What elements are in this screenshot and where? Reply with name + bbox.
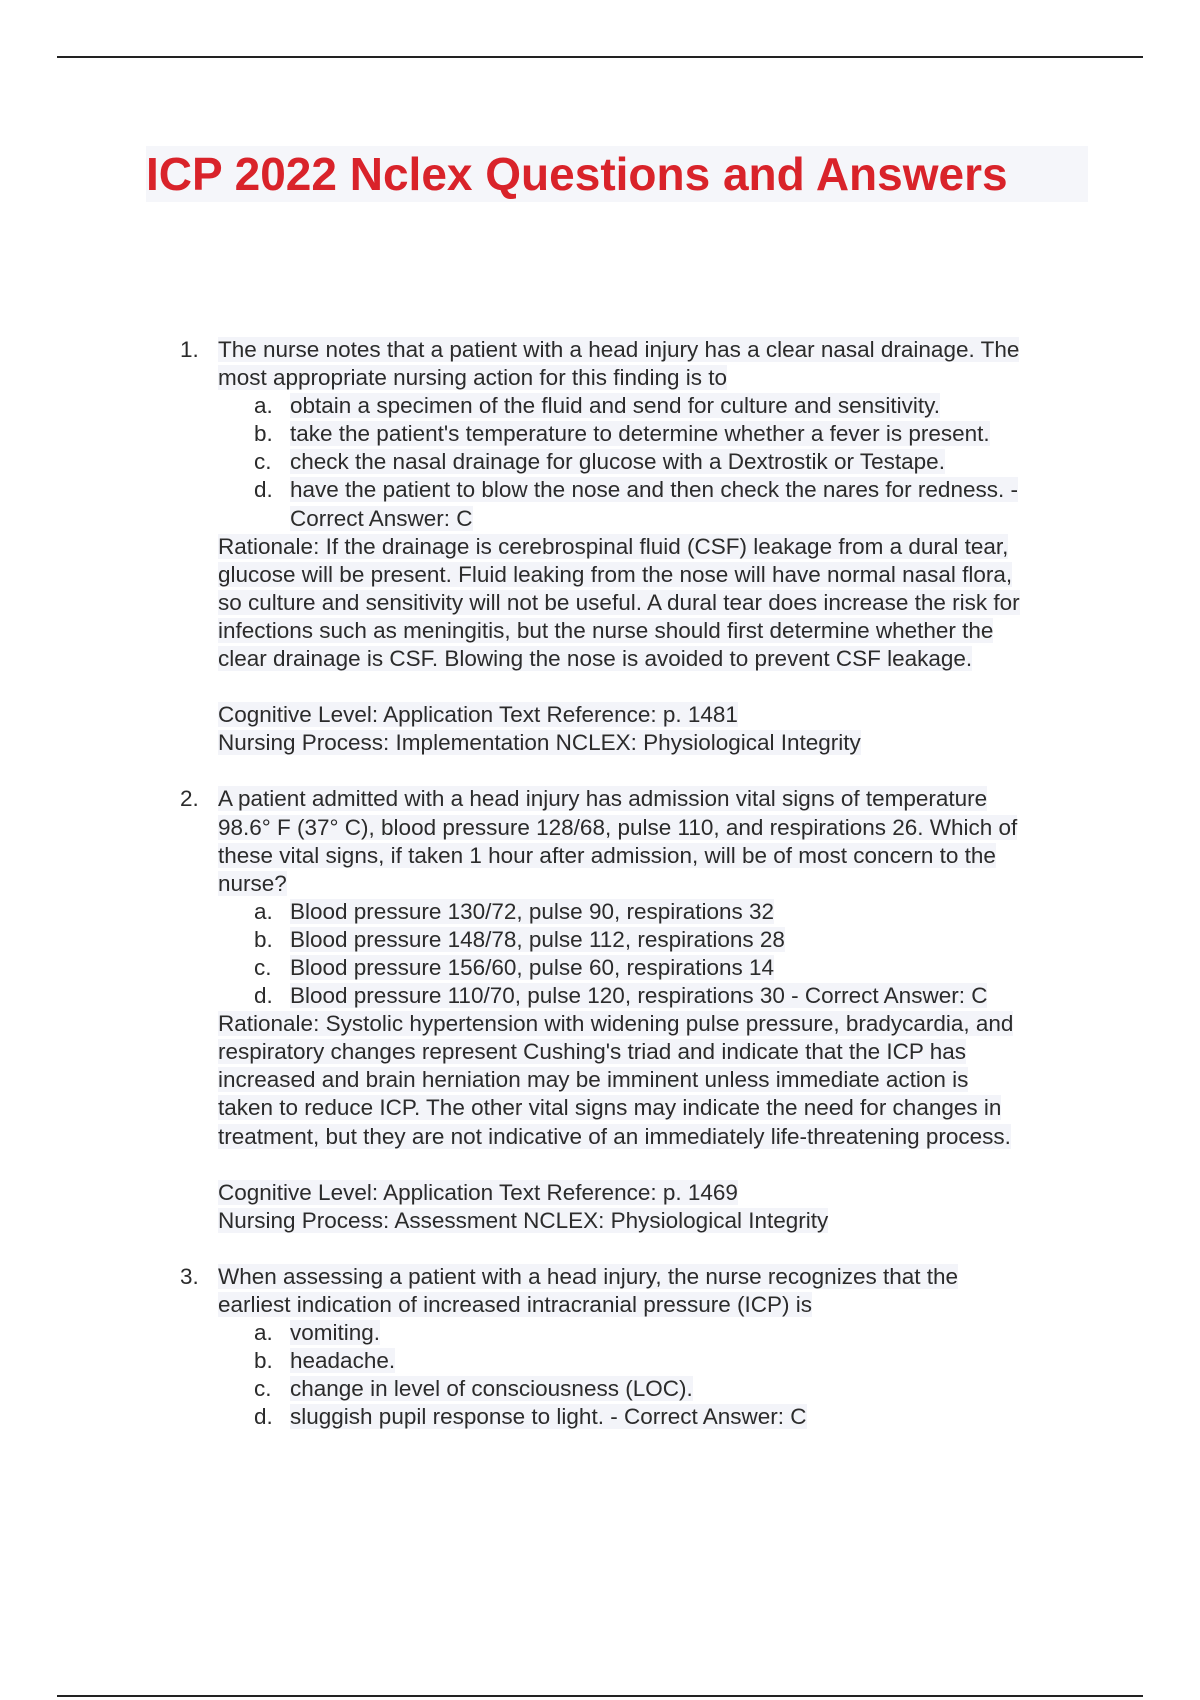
- question-metadata: [218, 701, 1200, 757]
- option-text: Blood pressure 148/78, pulse 112, respirations 28: [290, 926, 785, 952]
- rationale: [218, 1010, 1200, 1150]
- stem-line: most appropriate nursing action for this finding is to: [218, 365, 728, 391]
- option-letter: b.: [254, 1348, 273, 1374]
- question-list: [0, 336, 1200, 1459]
- option-text: check the nasal drainage for glucose with a Dextrostik or Testape.: [290, 449, 945, 475]
- rationale-line: so culture and sensitivity will not be useful. A dural tear does increase the risk for: [218, 589, 1020, 615]
- metadata-line: Cognitive Level: Application Text Reference: p. 1481: [218, 702, 738, 728]
- option-text: Correct Answer: C: [290, 505, 473, 531]
- rationale-line: treatment, but they are not indicative of an immediately life-threatening process.: [218, 1123, 1011, 1149]
- option-text: sluggish pupil response to light. - Correct Answer: C: [290, 1404, 807, 1430]
- rationale-line: taken to reduce ICP. The other vital signs may indicate the need for changes in: [218, 1095, 1002, 1121]
- answer-option: [254, 1319, 1200, 1347]
- rationale-line: Rationale: Systolic hypertension with widening pulse pressure, bradycardia, and: [218, 1011, 1014, 1037]
- stem-line: earliest indication of increased intracranial pressure (ICP) is: [218, 1292, 813, 1317]
- rationale-line: Rationale: If the drainage is cerebrospinal fluid (CSF) leakage from a dural tear,: [218, 533, 1009, 559]
- question-1: [0, 336, 1200, 757]
- option-letter: a.: [254, 393, 273, 419]
- answer-option: [254, 476, 1200, 532]
- stem-line: 98.6° F (37° C), blood pressure 128/68, pulse 110, and respirations 26. Which of: [218, 814, 1018, 840]
- option-letter: a.: [254, 1320, 273, 1346]
- question-metadata: [218, 1179, 1200, 1235]
- option-text: headache.: [290, 1348, 396, 1374]
- answer-option: [254, 982, 1200, 1010]
- rationale: [218, 533, 1200, 673]
- question-number: 3.: [180, 1263, 199, 1289]
- answer-options: [0, 1319, 1200, 1431]
- option-text: take the patient's temperature to determine whether a fever is present.: [290, 421, 990, 447]
- question-number: 1.: [180, 337, 199, 362]
- question-stem: [218, 785, 1200, 897]
- option-letter: b.: [254, 421, 273, 447]
- question-stem: [218, 1263, 1200, 1319]
- answer-option: [254, 448, 1200, 476]
- question-stem: [218, 336, 1200, 392]
- stem-line: A patient admitted with a head injury has admission vital signs of temperature: [218, 786, 988, 812]
- option-letter: c.: [254, 954, 272, 980]
- document-title: ICP 2022 Nclex Questions and Answers: [146, 148, 1008, 200]
- question-number: 2.: [180, 786, 199, 812]
- stem-line: these vital signs, if taken 1 hour after admission, will be of most concern to the: [218, 842, 996, 868]
- rationale-line: increased and brain herniation may be imminent unless immediate action is: [218, 1067, 969, 1093]
- option-text: Blood pressure 130/72, pulse 90, respirations 32: [290, 898, 775, 924]
- answer-option: [254, 898, 1200, 926]
- option-letter: a.: [254, 898, 273, 924]
- answer-option: [254, 1347, 1200, 1375]
- bottom-rule: [57, 1695, 1143, 1697]
- question-3: [0, 1263, 1200, 1432]
- answer-option: [254, 420, 1200, 448]
- option-text: obtain a specimen of the fluid and send for culture and sensitivity.: [290, 393, 940, 419]
- rationale-line: infections such as meningitis, but the nurse should first determine whether the: [218, 617, 994, 643]
- answer-option: [254, 954, 1200, 982]
- top-rule: [57, 56, 1143, 58]
- question-2: [0, 785, 1200, 1235]
- answer-option: [254, 926, 1200, 954]
- answer-options: [0, 392, 1200, 532]
- option-letter: c.: [254, 1376, 272, 1402]
- stem-line: nurse?: [218, 870, 287, 896]
- option-text: Blood pressure 110/70, pulse 120, respirations 30 - Correct Answer: C: [290, 983, 988, 1009]
- rationale-line: glucose will be present. Fluid leaking from the nose will have normal nasal flora,: [218, 561, 1013, 587]
- option-text: Blood pressure 156/60, pulse 60, respirations 14: [290, 954, 775, 980]
- spacer: [0, 673, 1200, 701]
- metadata-line: Nursing Process: Implementation NCLEX: Physiological Integrity: [218, 730, 861, 756]
- answer-option: [254, 1403, 1200, 1431]
- metadata-line: Nursing Process: Assessment NCLEX: Physiological Integrity: [218, 1207, 829, 1233]
- rationale-line: respiratory changes represent Cushing's triad and indicate that the ICP has: [218, 1039, 967, 1065]
- stem-line: When assessing a patient with a head injury, the nurse recognizes that the: [218, 1263, 959, 1289]
- option-text: vomiting.: [290, 1320, 381, 1346]
- rationale-line: clear drainage is CSF. Blowing the nose is avoided to prevent CSF leakage.: [218, 646, 973, 672]
- option-letter: b.: [254, 926, 273, 952]
- option-letter: d.: [254, 1404, 273, 1430]
- option-letter: c.: [254, 449, 272, 475]
- option-letter: d.: [254, 983, 273, 1009]
- option-text: have the patient to blow the nose and then check the nares for redness. -: [290, 477, 1018, 503]
- option-text: change in level of consciousness (LOC).: [290, 1376, 693, 1402]
- stem-line: The nurse notes that a patient with a head injury has a clear nasal drainage. The: [218, 337, 1020, 362]
- answer-options: [0, 898, 1200, 1010]
- answer-option: [254, 392, 1200, 420]
- answer-option: [254, 1375, 1200, 1403]
- metadata-line: Cognitive Level: Application Text Reference: p. 1469: [218, 1179, 738, 1205]
- option-letter: d.: [254, 477, 273, 503]
- spacer: [0, 1151, 1200, 1179]
